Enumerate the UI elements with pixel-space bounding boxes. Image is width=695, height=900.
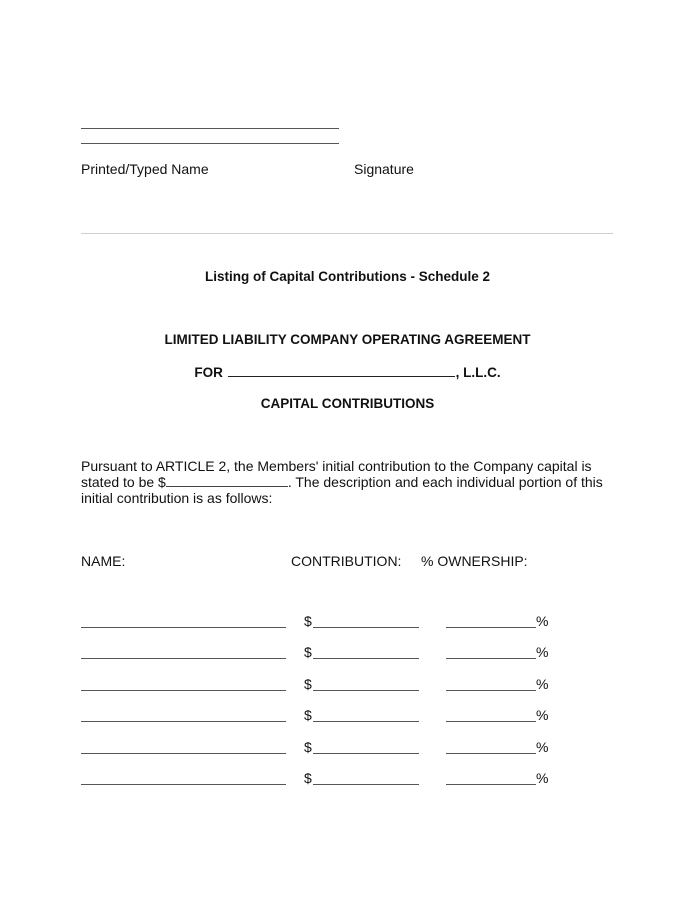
for-prefix: FOR [194, 365, 223, 380]
table-row [0, 641, 695, 661]
ownership-percent-field[interactable] [446, 753, 536, 754]
printed-name-label: Printed/Typed Name [81, 161, 209, 177]
contribution-amount-field[interactable] [313, 784, 419, 785]
section-divider [81, 233, 613, 234]
dollar-sign: $ [304, 707, 312, 723]
table-row [0, 704, 695, 724]
contribution-amount-field[interactable] [313, 658, 419, 659]
table-row [0, 767, 695, 787]
ownership-percent-field[interactable] [446, 721, 536, 722]
dollar-sign: $ [304, 676, 312, 692]
contribution-paragraph [81, 458, 621, 506]
ownership-percent-field[interactable] [446, 658, 536, 659]
company-name-blank[interactable] [228, 364, 455, 377]
ownership-percent-field[interactable] [446, 690, 536, 691]
schedule-title: Listing of Capital Contributions - Schedule 2 [204, 269, 490, 284]
header-name: NAME: [81, 553, 126, 569]
contribution-amount-field[interactable] [313, 690, 419, 691]
contribution-amount-field[interactable] [313, 627, 419, 628]
dollar-sign: $ [304, 644, 312, 660]
table-row [0, 736, 695, 756]
member-name-field[interactable] [81, 753, 286, 754]
table-row [0, 610, 695, 630]
dollar-sign: $ [304, 739, 312, 755]
header-ownership: % OWNERSHIP: [421, 553, 528, 569]
name-signature-line-2[interactable] [81, 143, 339, 144]
name-signature-line-1[interactable] [81, 128, 339, 129]
percent-sign: % [536, 676, 549, 692]
paragraph-part-1: Pursuant to ARTICLE 2, the Members' initial contribution to the Company capital is stated to be $ [81, 458, 592, 490]
member-name-field[interactable] [81, 690, 286, 691]
percent-sign: % [536, 770, 549, 786]
ownership-percent-field[interactable] [446, 784, 536, 785]
percent-sign: % [536, 707, 549, 723]
contribution-amount-field[interactable] [313, 753, 419, 754]
contribution-amount-field[interactable] [313, 721, 419, 722]
company-name-line [0, 364, 695, 381]
percent-sign: % [536, 739, 549, 755]
member-name-field[interactable] [81, 627, 286, 628]
member-name-field[interactable] [81, 658, 286, 659]
dollar-sign: $ [304, 770, 312, 786]
member-name-field[interactable] [81, 784, 286, 785]
agreement-title: LIMITED LIABILITY COMPANY OPERATING AGREEMENT [164, 332, 531, 347]
table-row [0, 673, 695, 693]
member-name-field[interactable] [81, 721, 286, 722]
percent-sign: % [536, 613, 549, 629]
ownership-percent-field[interactable] [446, 627, 536, 628]
header-contribution: CONTRIBUTION: [291, 553, 402, 569]
paragraph-part-2: . The description and each individual portion of this initial contribution is as follows: [81, 474, 603, 506]
total-contribution-blank[interactable] [166, 474, 288, 487]
llc-suffix: , L.L.C. [455, 365, 501, 380]
signature-label: Signature [354, 161, 414, 177]
percent-sign: % [536, 644, 549, 660]
dollar-sign: $ [304, 613, 312, 629]
section-title: CAPITAL CONTRIBUTIONS [260, 396, 435, 411]
